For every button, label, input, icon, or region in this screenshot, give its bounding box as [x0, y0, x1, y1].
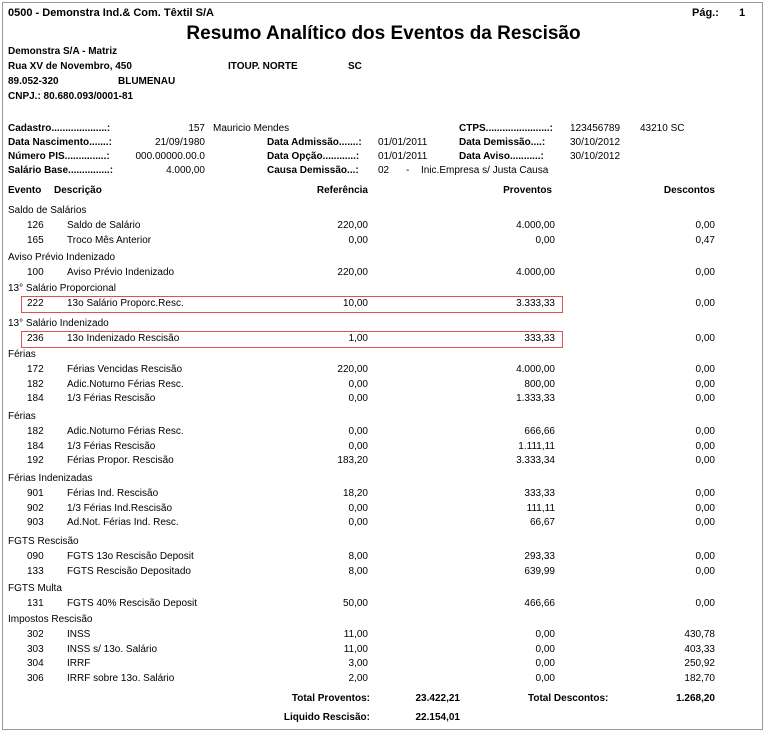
salario-label: Salário Base...............:: [8, 165, 114, 176]
opcao-value: 01/01/2011: [378, 151, 428, 162]
causa-label: Causa Demissão...:: [267, 165, 359, 176]
demissao-value: 30/10/2012: [570, 137, 621, 148]
event-referencia: 3,00: [348, 658, 368, 669]
event-referencia: 18,20: [342, 488, 368, 499]
ctps-value: 123456789: [570, 123, 621, 134]
event-description: 1/3 Férias Rescisão: [67, 393, 156, 404]
event-description: 1/3 Férias Ind.Rescisão: [67, 503, 173, 514]
event-description: INSS s/ 13o. Salário: [67, 644, 158, 655]
company-line: 0500 - Demonstra Ind.& Com. Têxtil S/A: [8, 7, 214, 19]
event-descontos: 182,70: [684, 673, 715, 684]
event-proventos: 4.000,00: [516, 364, 555, 375]
causa-code: 02: [378, 165, 390, 176]
event-referencia: 0,00: [348, 503, 368, 514]
event-code: 901: [27, 488, 44, 499]
event-descontos: 0,00: [695, 488, 715, 499]
event-code: 182: [27, 379, 44, 390]
event-proventos: 3.333,34: [516, 455, 555, 466]
event-referencia: 8,00: [348, 566, 368, 577]
event-descontos: 0,00: [695, 220, 715, 231]
group-header: FGTS Multa: [8, 583, 62, 594]
event-descontos: 0,47: [695, 235, 715, 246]
event-description: Troco Mês Anterior: [67, 235, 152, 246]
event-code: 302: [27, 629, 44, 640]
total-descontos-label: Total Descontos:: [528, 693, 609, 704]
event-descontos: 430,78: [684, 629, 715, 640]
event-descontos: 0,00: [695, 517, 715, 528]
group-header: Impostos Rescisão: [8, 614, 93, 625]
event-proventos: 333,33: [524, 488, 555, 499]
event-descontos: 0,00: [695, 441, 715, 452]
event-code: 184: [27, 393, 44, 404]
total-descontos-value: 1.268,20: [676, 693, 715, 704]
event-description: 13o Salário Proporc.Resc.: [67, 298, 184, 309]
pis-value: 000.00000.00.0: [135, 151, 205, 162]
event-proventos: 1.333,33: [516, 393, 555, 404]
event-proventos: 3.333,33: [516, 298, 555, 309]
company-address: Rua XV de Novembro, 450: [8, 61, 132, 72]
event-description: Aviso Prévio Indenizado: [67, 267, 175, 278]
page-label: Pág.:: [692, 7, 719, 19]
event-referencia: 220,00: [337, 220, 368, 231]
event-descontos: 0,00: [695, 364, 715, 375]
company-state: SC: [348, 61, 362, 72]
event-descontos: 403,33: [684, 644, 715, 655]
event-proventos: 0,00: [535, 658, 555, 669]
event-code: 126: [27, 220, 44, 231]
event-referencia: 0,00: [348, 426, 368, 437]
admissao-label: Data Admissão.......:: [267, 137, 362, 148]
col-descontos: Descontos: [663, 185, 715, 196]
event-code: 192: [27, 455, 44, 466]
event-proventos: 800,00: [524, 379, 555, 390]
pis-label: Número PIS...............:: [8, 151, 110, 162]
event-description: IRRF sobre 13o. Salário: [67, 673, 175, 684]
group-header: Férias: [8, 411, 36, 422]
group-header: Aviso Prévio Indenizado: [8, 252, 116, 263]
event-code: 306: [27, 673, 44, 684]
report-title: Resumo Analítico dos Eventos da Rescisão: [186, 23, 581, 44]
event-proventos: 111,11: [526, 503, 555, 514]
event-proventos: 333,33: [524, 333, 555, 344]
event-proventos: 0,00: [535, 629, 555, 640]
event-description: FGTS 40% Rescisão Deposit: [67, 598, 198, 609]
nascimento-value: 21/09/1980: [154, 137, 205, 148]
event-referencia: 0,00: [348, 441, 368, 452]
event-code: 903: [27, 517, 44, 528]
event-descontos: 0,00: [695, 267, 715, 278]
company-district: ITOUP. NORTE: [228, 61, 298, 72]
event-proventos: 4.000,00: [516, 220, 555, 231]
cadastro-id: 157: [188, 123, 205, 134]
opcao-label: Data Opção............:: [267, 151, 360, 162]
event-proventos: 0,00: [535, 673, 555, 684]
col-proventos: Proventos: [503, 185, 552, 196]
liquido-label: Liquido Rescisão:: [283, 712, 370, 723]
event-referencia: 220,00: [337, 364, 368, 375]
ctps-serie: 43210 SC: [640, 123, 685, 134]
event-descontos: 0,00: [695, 598, 715, 609]
group-header: Férias: [8, 349, 36, 360]
event-description: FGTS 13o Rescisão Deposit: [67, 551, 194, 562]
event-referencia: 11,00: [343, 644, 368, 655]
nascimento-label: Data Nascimento.......:: [8, 137, 112, 148]
group-header: FGTS Rescisão: [8, 536, 79, 547]
group-header: Saldo de Salários: [8, 205, 87, 216]
event-referencia: 10,00: [342, 298, 368, 309]
ctps-label: CTPS.......................:: [459, 123, 553, 134]
event-proventos: 66,67: [529, 517, 555, 528]
event-description: Saldo de Salário: [67, 220, 141, 231]
event-proventos: 466,66: [524, 598, 555, 609]
event-proventos: 0,00: [535, 644, 555, 655]
company-cep: 89.052-320: [8, 76, 59, 87]
cadastro-name: Mauricio Mendes: [213, 123, 290, 134]
event-proventos: 293,33: [524, 551, 555, 562]
event-referencia: 0,00: [348, 393, 368, 404]
col-descricao: Descrição: [54, 185, 102, 196]
event-descontos: 0,00: [695, 333, 715, 344]
event-description: Férias Vencidas Rescisão: [67, 364, 183, 375]
event-description: Adic.Noturno Férias Resc.: [67, 379, 184, 390]
aviso-label: Data Aviso...........:: [459, 151, 544, 162]
col-referencia: Referência: [316, 185, 368, 196]
total-proventos-label: Total Proventos:: [291, 693, 370, 704]
event-code: 222: [27, 298, 44, 309]
company-city: BLUMENAU: [118, 76, 176, 87]
admissao-value: 01/01/2011: [378, 137, 428, 148]
cadastro-label: Cadastro....................:: [8, 123, 111, 134]
event-descontos: 0,00: [695, 566, 715, 577]
event-code: 165: [27, 235, 44, 246]
event-descontos: 250,92: [684, 658, 715, 669]
event-referencia: 11,00: [343, 629, 368, 640]
event-description: INSS: [67, 629, 91, 640]
event-descontos: 0,00: [695, 379, 715, 390]
event-proventos: 639,99: [524, 566, 555, 577]
col-evento: Evento: [8, 185, 42, 196]
event-code: 184: [27, 441, 44, 452]
event-descontos: 0,00: [695, 298, 715, 309]
event-description: 13o Indenizado Rescisão: [67, 333, 180, 344]
total-proventos-value: 23.422,21: [415, 693, 460, 704]
event-referencia: 1,00: [348, 333, 368, 344]
event-proventos: 4.000,00: [516, 267, 555, 278]
group-header: 13° Salário Proporcional: [8, 283, 116, 294]
liquido-value: 22.154,01: [415, 712, 460, 723]
causa-dash: -: [406, 165, 410, 176]
event-description: IRRF: [67, 658, 91, 669]
event-referencia: 183,20: [337, 455, 368, 466]
event-descontos: 0,00: [695, 503, 715, 514]
event-code: 182: [27, 426, 44, 437]
event-descontos: 0,00: [695, 455, 715, 466]
event-referencia: 0,00: [348, 517, 368, 528]
company-name: Demonstra S/A - Matriz: [8, 46, 118, 57]
event-description: FGTS Rescisão Depositado: [67, 566, 191, 577]
event-code: 172: [27, 364, 44, 375]
event-referencia: 0,00: [348, 235, 368, 246]
event-code: 131: [27, 598, 44, 609]
event-description: Férias Ind. Rescisão: [67, 488, 159, 499]
event-code: 236: [27, 333, 44, 344]
event-description: 1/3 Férias Rescisão: [67, 441, 156, 452]
event-description: Ad.Not. Férias Ind. Resc.: [67, 517, 179, 528]
event-referencia: 0,00: [348, 379, 368, 390]
event-code: 100: [27, 267, 44, 278]
event-descontos: 0,00: [695, 393, 715, 404]
event-code: 133: [27, 566, 44, 577]
event-description: Adic.Noturno Férias Resc.: [67, 426, 184, 437]
event-proventos: 0,00: [535, 235, 555, 246]
aviso-value: 30/10/2012: [570, 151, 621, 162]
event-code: 902: [27, 503, 44, 514]
event-code: 304: [27, 658, 44, 669]
group-header: 13° Salário Indenizado: [8, 318, 109, 329]
event-proventos: 666,66: [524, 426, 555, 437]
event-description: Férias Propor. Rescisão: [67, 455, 174, 466]
event-code: 303: [27, 644, 44, 655]
salario-value: 4.000,00: [166, 165, 205, 176]
company-cnpj: CNPJ.: 80.680.093/0001-81: [8, 91, 134, 102]
event-referencia: 8,00: [348, 551, 368, 562]
event-proventos: 1.111,11: [518, 441, 555, 452]
event-referencia: 50,00: [342, 598, 368, 609]
event-code: 090: [27, 551, 44, 562]
demissao-label: Data Demissão....:: [459, 137, 546, 148]
event-descontos: 0,00: [695, 426, 715, 437]
event-referencia: 220,00: [337, 267, 368, 278]
page-number: 1: [739, 7, 746, 19]
event-referencia: 2,00: [348, 673, 368, 684]
group-header: Férias Indenizadas: [8, 473, 93, 484]
causa-desc: Inic.Empresa s/ Justa Causa: [421, 165, 549, 176]
event-descontos: 0,00: [695, 551, 715, 562]
